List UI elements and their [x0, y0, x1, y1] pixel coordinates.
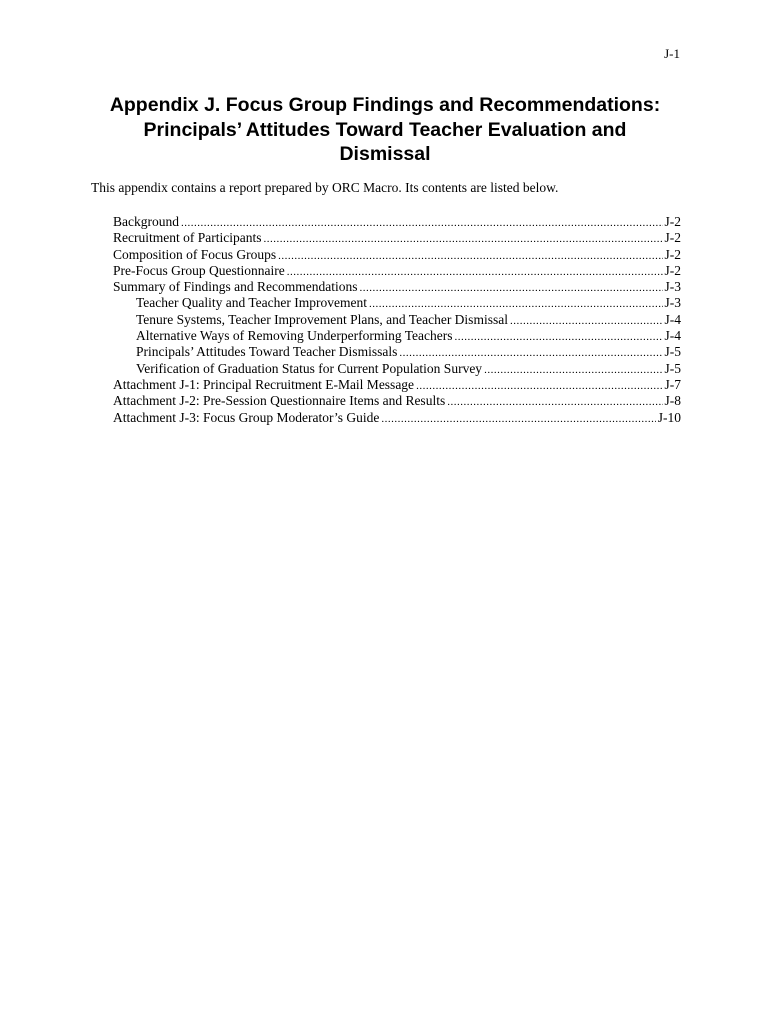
toc-entry-label: Pre-Focus Group Questionnaire	[113, 262, 285, 278]
toc-leader-dots	[399, 345, 662, 360]
toc-leader-dots	[263, 231, 662, 246]
toc-entry-label: Recruitment of Participants	[113, 230, 262, 246]
toc-leader-dots	[369, 296, 662, 311]
toc-entry-page: J-2	[664, 246, 681, 262]
toc-entry-label: Verification of Graduation Status for Current Population Survey	[136, 360, 483, 376]
toc-entry-page: J-10	[657, 409, 681, 425]
toc-leader-dots	[381, 411, 655, 426]
toc-leader-dots	[359, 280, 662, 295]
toc-entry[interactable]	[113, 377, 681, 393]
toc-entry[interactable]	[113, 263, 681, 279]
toc-entry-label: Background	[113, 214, 179, 229]
toc-subentry[interactable]	[113, 361, 681, 377]
toc-leader-dots	[416, 378, 662, 393]
toc-entry-page: J-3	[664, 279, 681, 295]
toc-entry-label: Composition of Focus Groups	[113, 246, 277, 262]
table-of-contents	[113, 214, 681, 426]
title-line: Dismissal	[339, 143, 431, 165]
toc-entry-page: J-2	[664, 262, 681, 278]
toc-entry-page: J-5	[664, 344, 681, 360]
toc-leader-dots	[447, 394, 662, 409]
toc-entry-label: Tenure Systems, Teacher Improvement Plans, and Teacher Dismissal	[136, 311, 508, 327]
toc-entry-page: J-2	[664, 230, 681, 246]
toc-entry-page: J-4	[664, 311, 681, 327]
toc-entry-label: Summary of Findings and Recommendations	[113, 279, 358, 295]
toc-entry-label: Alternative Ways of Removing Underperforming Teachers	[136, 328, 453, 344]
page-title	[60, 93, 710, 167]
toc-entry[interactable]	[113, 247, 681, 263]
toc-entry[interactable]	[113, 410, 681, 426]
toc-entry-page: J-7	[664, 376, 681, 392]
toc-entry-label: Attachment J-2: Pre-Session Questionnaire Items and Results	[113, 393, 446, 409]
toc-entry[interactable]	[113, 279, 681, 295]
toc-subentry[interactable]	[113, 295, 681, 311]
toc-entry-page: J-2	[664, 214, 681, 229]
toc-leader-dots	[278, 248, 662, 263]
toc-entry[interactable]	[113, 393, 681, 409]
toc-subentry[interactable]	[113, 344, 681, 360]
toc-entry-label: Attachment J-3: Focus Group Moderator’s Guide	[113, 409, 380, 425]
title-line: Principals’ Attitudes Toward Teacher Evaluation and	[143, 118, 627, 141]
toc-leader-dots	[510, 313, 663, 328]
intro-paragraph: This appendix contains a report prepared by ORC Macro. Its contents are listed below.	[91, 180, 559, 195]
toc-subentry[interactable]	[113, 312, 681, 328]
toc-entry-page: J-3	[664, 295, 681, 311]
toc-entry-page: J-4	[664, 328, 681, 344]
toc-leader-dots	[287, 264, 663, 279]
toc-subentry[interactable]	[113, 328, 681, 344]
toc-entry-label: Principals’ Attitudes Toward Teacher Dismissals	[136, 344, 398, 360]
toc-leader-dots	[484, 362, 662, 377]
title-line: Appendix J. Focus Group Findings and Recommendations:	[109, 94, 661, 116]
toc-entry-label: Attachment J-1: Principal Recruitment E-Mail Message	[113, 376, 415, 392]
toc-leader-dots	[455, 329, 663, 344]
toc-entry-page: J-5	[664, 360, 681, 376]
toc-leader-dots	[181, 215, 663, 230]
page-number: J-1	[664, 46, 680, 61]
toc-entry-page: J-8	[664, 393, 681, 409]
toc-entry-label: Teacher Quality and Teacher Improvement	[136, 295, 368, 311]
toc-entry[interactable]	[113, 214, 681, 230]
toc-entry[interactable]	[113, 230, 681, 246]
